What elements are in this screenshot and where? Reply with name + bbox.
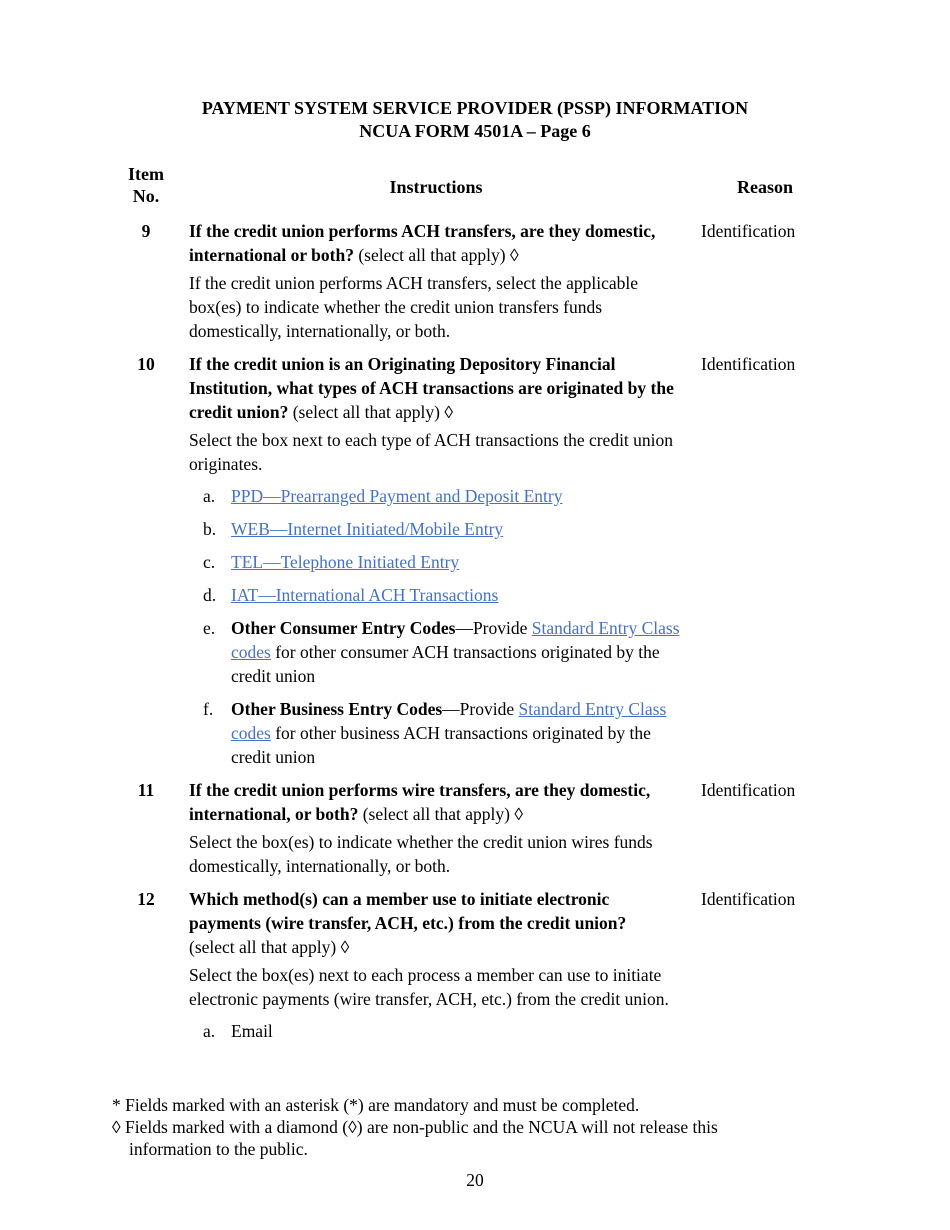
question-bold: Which method(s) can a member use to initiate electronic payments (wire transfer, ACH, etc.) from the credit union?: [189, 889, 627, 933]
tel-link[interactable]: TEL—Telephone Initiated Entry: [231, 552, 460, 572]
column-header-item-no: [120, 163, 172, 207]
item-instruction-text: If the credit union performs ACH transfers, select the applicable box(es) to indicate whether the credit union transfers funds domestically, internationally, or both.: [189, 273, 639, 341]
list-item-bold: Other Business Entry Codes: [231, 699, 443, 719]
page-number: 20: [466, 1170, 484, 1190]
item-instructions: [189, 778, 694, 882]
list-item: [189, 550, 689, 574]
item-number: 11: [137, 780, 155, 800]
item-instructions: [189, 219, 689, 347]
item-reason: Identification: [701, 354, 796, 374]
column-header-item-line2: No.: [132, 186, 160, 206]
footnote-asterisk: * Fields marked with an asterisk (*) are mandatory and must be completed.: [112, 1095, 640, 1115]
item-instructions: [189, 887, 674, 1052]
list-item-prefix: —Provide: [442, 699, 519, 719]
footnote-diamond-line2: information to the public.: [129, 1138, 308, 1159]
column-header-reason: Reason: [736, 177, 793, 197]
item-number: 9: [141, 221, 151, 241]
question-bold: If the credit union is an Originating Depository Financial Institution, what types of ACH transactions are originated by the credit union?: [189, 354, 674, 422]
item-question: [189, 778, 694, 826]
item-reason: Identification: [701, 780, 796, 800]
column-header-item-line1: Item: [128, 164, 164, 184]
list-item-suffix: for other consumer ACH transactions originated by the credit union: [231, 642, 660, 686]
item-instruction-text: Select the box(es) to indicate whether the credit union wires funds domestically, internationally, or both.: [189, 832, 653, 876]
item-instruction-text: Select the box next to each type of ACH transactions the credit union originates.: [189, 430, 674, 474]
question-suffix: (select all that apply) ◊: [189, 937, 350, 957]
item-reason: Identification: [701, 889, 796, 909]
ppd-link[interactable]: PPD—Prearranged Payment and Deposit Entry: [231, 486, 563, 506]
form-subtitle: NCUA FORM 4501A – Page 6: [359, 121, 591, 141]
item-reason: Identification: [701, 221, 796, 241]
question-bold: If the credit union performs ACH transfers, are they domestic, international or both?: [189, 221, 656, 265]
standard-entry-class-codes-link[interactable]: Standard Entry Class codes: [231, 699, 667, 743]
column-header-instructions: Instructions: [389, 177, 483, 197]
question-bold: If the credit union performs wire transfers, are they domestic, international, or both?: [189, 780, 651, 824]
list-letter: a.: [203, 1021, 216, 1041]
list-item-suffix: for other business ACH transactions originated by the credit union: [231, 723, 651, 767]
list-letter: f.: [203, 699, 214, 719]
list-letter: a.: [203, 486, 216, 506]
footnote-diamond: [112, 1117, 812, 1160]
list-letter: e.: [203, 618, 216, 638]
list-item: [189, 697, 689, 769]
page-title: PAYMENT SYSTEM SERVICE PROVIDER (PSSP) INFORMATION: [201, 98, 749, 118]
item-number: 10: [137, 354, 155, 374]
list-item: [189, 484, 689, 508]
question-suffix: (select all that apply) ◊: [353, 245, 519, 265]
list-letter: b.: [203, 519, 217, 539]
item-question: [189, 887, 674, 959]
item-question: [189, 219, 689, 267]
question-suffix: (select all that apply) ◊: [358, 804, 523, 824]
item-instruction-text: Select the box(es) next to each process a member can use to initiate electronic payments (wire transfer, ACH, etc.) from the credit union.: [189, 965, 669, 1009]
list-item: [189, 583, 689, 607]
list-item-bold: Other Consumer Entry Codes: [231, 618, 456, 638]
list-letter: c.: [203, 552, 216, 572]
list-letter: d.: [203, 585, 217, 605]
footnote-diamond-line1: ◊ Fields marked with a diamond (◊) are non-public and the NCUA will not release this: [112, 1117, 718, 1137]
item-number: 12: [137, 889, 155, 909]
list-item-prefix: —Provide: [455, 618, 532, 638]
item-instructions: [189, 352, 689, 778]
question-suffix: (select all that apply) ◊: [288, 402, 453, 422]
iat-link[interactable]: IAT—International ACH Transactions: [231, 585, 499, 605]
item-question: [189, 352, 689, 424]
list-item: [189, 616, 689, 688]
list-item-text: Email: [231, 1021, 273, 1041]
list-item: [189, 1019, 674, 1043]
standard-entry-class-codes-link[interactable]: Standard Entry Class codes: [231, 618, 680, 662]
list-item: [189, 517, 689, 541]
web-link[interactable]: WEB—Internet Initiated/Mobile Entry: [231, 519, 504, 539]
